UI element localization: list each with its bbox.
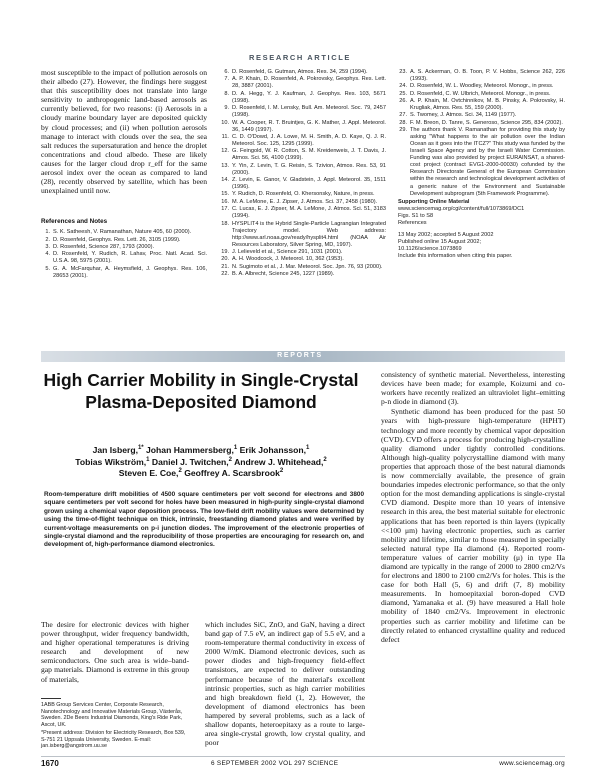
reference-number: 22. [221,271,229,278]
reference-item [220,163,386,177]
reports-label: REPORTS [277,352,323,359]
reference-item [398,98,565,112]
body-paragraph-2: Synthetic diamond has been produced for the past 50 years with high-pressure high-temperature (HPHT) technology and more recently by chemical vapor deposition (CVD). CVD offers a process for producing high-crystalline quality diamond under tightly controlled conditions. Although high-quality polycrystalline diamond with many properties that approach those of the best natural diamonds is now commercially available, the presence of grain boundaries impedes electronic performance, so that the only option for the most demanding applications is single-crystal CVD diamond. Despite more than 10 years of intensive research in this area, the best material suitable for electronic applications that has been reported is thin layers (typically <<100 μm) having electronic properties, such as carrier mobility and lifetime, similar to those measured in specially selected natural type IIa diamond (4). Reported room-temperature values of carrier mobility (μ) in type IIa diamond are typically in the range of 2000 to 2800 cm2/Vs for electrons and 1800 to 2100 cm2/Vs for holes. This is the case for both Hall (5, 6) and drift (7, 8) mobility measurements. In homoepitaxial boron-doped CVD diamond, Yamanaka et al. (9) have measured a Hall hole mobility of 1840 cm2/Vs. Improvement in electronic properties such as carrier mobility and lifetime can be directly related to enhanced crystalline quality and reduced defect [381,407,565,644]
reference-item [220,271,386,278]
footnotes [41,702,189,750]
publication-date-line: 13 May 2002; accepted 5 August 2002 [398,231,494,238]
address-footnote: *Present address: Division for Electricity Research, Box 539, S-751 21 Uppsala University, Sweden. E-mail: jan.isberg@angstrom.uu.se [41,730,186,749]
reference-text: N. Sugimoto et al., J. Mar. Meteorol. Soc. Jpn. 76, 93 (2000). [232,263,383,270]
publication-date-line: 10.1126/science.1073869 [398,245,462,252]
top-column-3 [398,69,565,260]
reference-item [41,266,207,280]
reference-text: D. Rosenfeld, C. W. Ulbrich, Meteorol. Monogr., in press. [410,90,551,97]
reference-number: 12. [221,148,229,155]
reference-text: HYSPLIT4 is the Hybrid Single-Particle Lagrangian Integrated Trajectory model. Web address: http://www.arl.noaa.gov/ready/hysplit4.html (NOAA Air Resources Laboratory, Silver Spring, MD, 1997). [232,220,386,248]
author-line: Steven E. Coe,$^2$ Geoffrey A. Scarsbrook$^2$ [118,468,284,479]
reference-number: 7. [224,76,229,83]
author-line: Tobias Wikström,$^1$ Daniel J. Twitchen,$^2$ Andrew J. Whitehead,$^2$ [75,456,327,467]
reference-number: 10. [221,119,229,126]
reference-item [220,177,386,191]
reference-text: S. Twomey, J. Atmos. Sci. 34, 1149 (1977). [410,112,517,119]
intro-paragraph: The desire for electronic devices with higher power throughput, wider frequency bandwidth, and higher operational temperatures is driving research and development of new semiconductors. One such area is wide–band-gap materials. Diamond is extreme in this group of materials, [41,620,189,684]
reference-item [398,112,565,119]
reference-number: 20. [221,256,229,263]
reference-text: G. Feingold, W. R. Cotton, S. M. Kreidenweis, J. T. Davis, J. Atmos. Sci. 56, 4100 (1999). [232,148,386,162]
reference-number: 29. [399,127,407,134]
references-title: References and Notes [41,218,108,226]
reference-number: 25. [399,90,407,97]
reference-text: C. Lucas, E. J. Zipser, M. A. LeMone, J. Atmos. Sci. 51, 3183 (1994). [232,206,386,220]
reference-number: 4. [45,251,50,258]
reference-text: B. A. Albrecht, Science 245, 1227 (1989). [232,271,335,278]
reference-item [220,256,386,263]
reference-item [220,120,386,134]
reference-item [220,76,386,90]
reference-number: 11. [221,133,229,140]
body-column-3 [381,370,565,644]
author-list [38,445,364,480]
reference-number: 9. [224,105,229,112]
references-list-3 [398,69,565,198]
publication-date-line: Published online 15 August 2002; [398,238,482,245]
body-paragraph-1: consistency of synthetic material. Nevertheless, interesting devices have been made; for example, Koizumi and co-workers have recently realized an ultraviolet light–emitting p-n diode in diamond (3). [381,370,565,407]
reference-text: D. Rosenfeld, Geophys. Res. Lett. 26, 3105 (1999). [53,236,181,243]
reference-text: M. A. LeMone, E. J. Zipser, J. Atmos. Sci. 37, 2458 (1980). [232,198,378,205]
page-number: 1670 [41,759,59,768]
reference-number: 27. [399,112,407,119]
reference-text: Z. Levin, E. Ganor, V. Gladstein, J. Appl. Meteorol. 35, 1511 (1996). [232,177,386,191]
reference-text: Y. Rudich, D. Rosenfeld, O. Khersonsky, Nature, in press. [232,191,375,198]
reference-number: 21. [221,263,229,270]
reference-number: 24. [399,83,407,90]
reference-number: 14. [221,177,229,184]
reference-item [220,69,386,76]
reference-text: G. A. McFarquhar, A. Heymsfield, J. Geophys. Res. 106, 28653 (2001). [53,265,207,279]
reference-text: Y. Yin, Z. Levin, T. G. Reisin, S. Tzivion, Atmos. Res. 53, 91 (2000). [232,162,386,176]
reference-item [41,244,207,251]
journal-url-link[interactable]: www.sciencemag.org [499,760,565,767]
author-line: Jan Isberg,$^{1*}$ Johan Hammersberg,$^1$ Erik Johansson,$^1$ [92,445,310,455]
reference-item [398,91,565,98]
reference-number: 19. [221,249,229,256]
reference-text: J. Lelieveld et al., Science 291, 1031 (2001). [232,249,343,256]
page-footer [41,759,565,769]
supporting-material-title: Supporting Online Material [398,198,470,205]
reference-number: 6. [224,69,229,75]
publication-date-line: Include this information when citing this paper. [398,252,513,259]
intro-continued: which includes SiC, ZnO, and GaN, having a direct band gap of 7.5 eV, an indirect gap of 5.5 eV, and a room-temperature thermal conductivity in excess of 2000 W/mK. Diamond electronic devices, such as power diodes and high-frequency field-effect transistors, are expected to deliver outstanding performance because of the material's excellent intrinsic properties, such as high carrier mobilities and high breakdown field (1, 2). However, the development of diamond electronics has been hampered by several problems, such as a lack of shallow dopants, heteroepitaxy as a route to large-area single-crystal growth, low crystal quality, and poor [205,620,365,748]
reference-number: 23. [399,69,407,75]
reference-number: 17. [221,206,229,213]
reference-text: C. D. O'Dowd, J. A. Lowe, M. H. Smith, A. D. Kaye, Q. J. R. Meteorol. Soc. 125, 1295 (1999). [232,133,386,147]
reference-text: W. A. Cooper, R. T. Bruintjes, G. K. Mather, J. Appl. Meteorol. 36, 1449 (1997). [232,119,386,133]
reference-item [398,69,565,83]
reference-number: 18. [221,220,229,227]
reference-item [220,105,386,119]
body-column-1 [41,620,189,684]
affiliation-footnote: 1ABB Group Services Center, Corporate Research, Nanotechnology and Innovative Materials Group, Västerås, Sweden. 2De Beers Industrial Diamonds, King's Ride Park, Ascot, UK. [41,702,183,728]
reference-text: A. P. Khain, M. Ovtchinnikov, M. B. Pinsky, A. Pokrovsky, H. Krugliak, Atmos. Res. 55, 159 (2000). [410,98,565,112]
reference-item [41,237,207,244]
supporting-material-line: Figs. S1 to S8 [398,212,434,219]
reference-item [220,249,386,256]
article-title: High Carrier Mobility in Single-Crystal Plasma-Deposited Diamond [43,370,359,412]
reference-text: D. A. Hegg, Y. J. Kaufman, J. Geophys. Res. 103, 5671 (1998). [232,90,386,104]
journal-issue: 6 SEPTEMBER 2002 VOL 297 SCIENCE [211,760,339,767]
reference-number: 16. [221,198,229,205]
reference-item [41,251,207,265]
reference-item [220,221,386,249]
top-column-1 [41,68,207,280]
reference-item [220,191,386,198]
publication-dates [398,232,565,260]
body-column-2 [205,620,365,747]
reference-number: 2. [45,236,50,243]
reference-text: D. Rosenfeld, W. L. Woodley, Meteorol. Monogr., in press. [410,83,554,90]
reference-number: 5. [45,265,50,272]
reference-item [220,264,386,271]
section-header: RESEARCH ARTICLE [249,53,351,62]
references-list-1 [41,229,207,280]
reference-item [398,83,565,90]
footnote-divider [41,698,61,699]
reference-text: A. S. Ackerman, O. B. Toon, P. V. Hobbs, Science 262, 226 (1993). [410,69,565,83]
reference-text: A. H. Woodcock, J. Meteorol. 10, 362 (1953). [232,256,344,263]
reference-number: 8. [224,90,229,97]
reference-number: 15. [221,191,229,198]
reference-text: D. Rosenfeld, I. M. Lensky, Bull. Am. Meteorol. Soc. 79, 2457 (1998). [232,105,386,119]
reference-item [220,91,386,105]
reference-item [41,229,207,236]
references-list-2 [220,69,386,278]
conclusion-paragraph: most susceptible to the impact of pollution aerosols on their albedo (27). However, the findings here suggest that this susceptibility does not translate into large sensitivity to anthropogenic land-based aerosols as currently believed, for two reasons: (i) Aerosols in a cloudy marine boundary layer are deposited quickly by cloud processes; and (ii) when pollution aerosols manage to interact with clouds over the sea, the sea salt reduces the supersaturation and hence the droplet concentrations and cloud albedo. These are likely causes for the larger cloud drop r_eff for the same aerosol index over the ocean as compared to land (28), recently observed by satellite, which has been unexplained until now. [41,68,207,196]
reference-number: 3. [45,244,50,251]
reference-text: D. Rosenfeld, Science 287, 1793 (2000). [53,244,155,251]
reference-item [398,120,565,127]
supporting-material-list [398,206,565,227]
reference-text: The authors thank V. Ramanathan for providing this study by asking "What happens to the air pollution over the Indian Ocean as it goes into the ITCZ?" This study was funded by the Israeli Space Agency and by the Israeli Water Commission. Funding was also provided by project EURAINSAT, a shared-cost project (contract EVG1-2000-00030) cofunded by the Research Directorate General of the European Commission within the research and technological development activities of a generic nature of the Environment and Sustainable Development subprogram (5th Framework Programme). [410,127,565,197]
reference-text: S. K. Satheesh, V. Ramanathan, Nature 405, 60 (2000). [53,229,192,236]
reference-item [220,134,386,148]
reference-item [220,199,386,206]
reference-item [220,206,386,220]
reference-text: F. M. Breon, D. Tanre, S. Generoso, Science 295, 834 (2002). [410,119,563,126]
reference-number: 13. [221,162,229,169]
reference-text: D. Rosenfeld, G. Gutman, Atmos. Res. 34, 259 (1994). [232,69,368,75]
reference-text: D. Rosenfeld, Y. Rudich, R. Lahav, Proc. Natl. Acad. Sci. U.S.A. 98, 5975 (2001). [53,251,207,265]
reference-number: 28. [399,119,407,126]
reference-item [220,148,386,162]
reference-number: 1. [45,229,50,236]
supporting-material-line: References [398,219,427,226]
footer-divider [41,756,565,757]
reference-text: A. P. Khain, D. Rosenfeld, A. Pokrovsky, Geophys. Res. Lett. 28, 3887 (2001). [232,76,386,90]
reference-item [398,127,565,197]
reference-number: 26. [399,98,407,105]
supporting-material-line: www.sciencemag.org/cgi/content/full/1073869/DC1 [398,205,525,212]
abstract: Room-temperature drift mobilities of 4500 square centimeters per volt second for electrons and 3800 square centimeters per volt second for holes have been measured in high-purity single-crystal diamond grown using a chemical vapor deposition process. The low-field drift mobility values were determined by using the time-of-flight technique on thick, intrinsic, freestanding diamond plates and were verified by current-voltage measurements on p-i junction diodes. The improvement of the electronic properties of single-crystal diamond and the reproducibility of those properties are encouraging for research on, and development of, high-performance diamond electronics. [44,491,364,549]
